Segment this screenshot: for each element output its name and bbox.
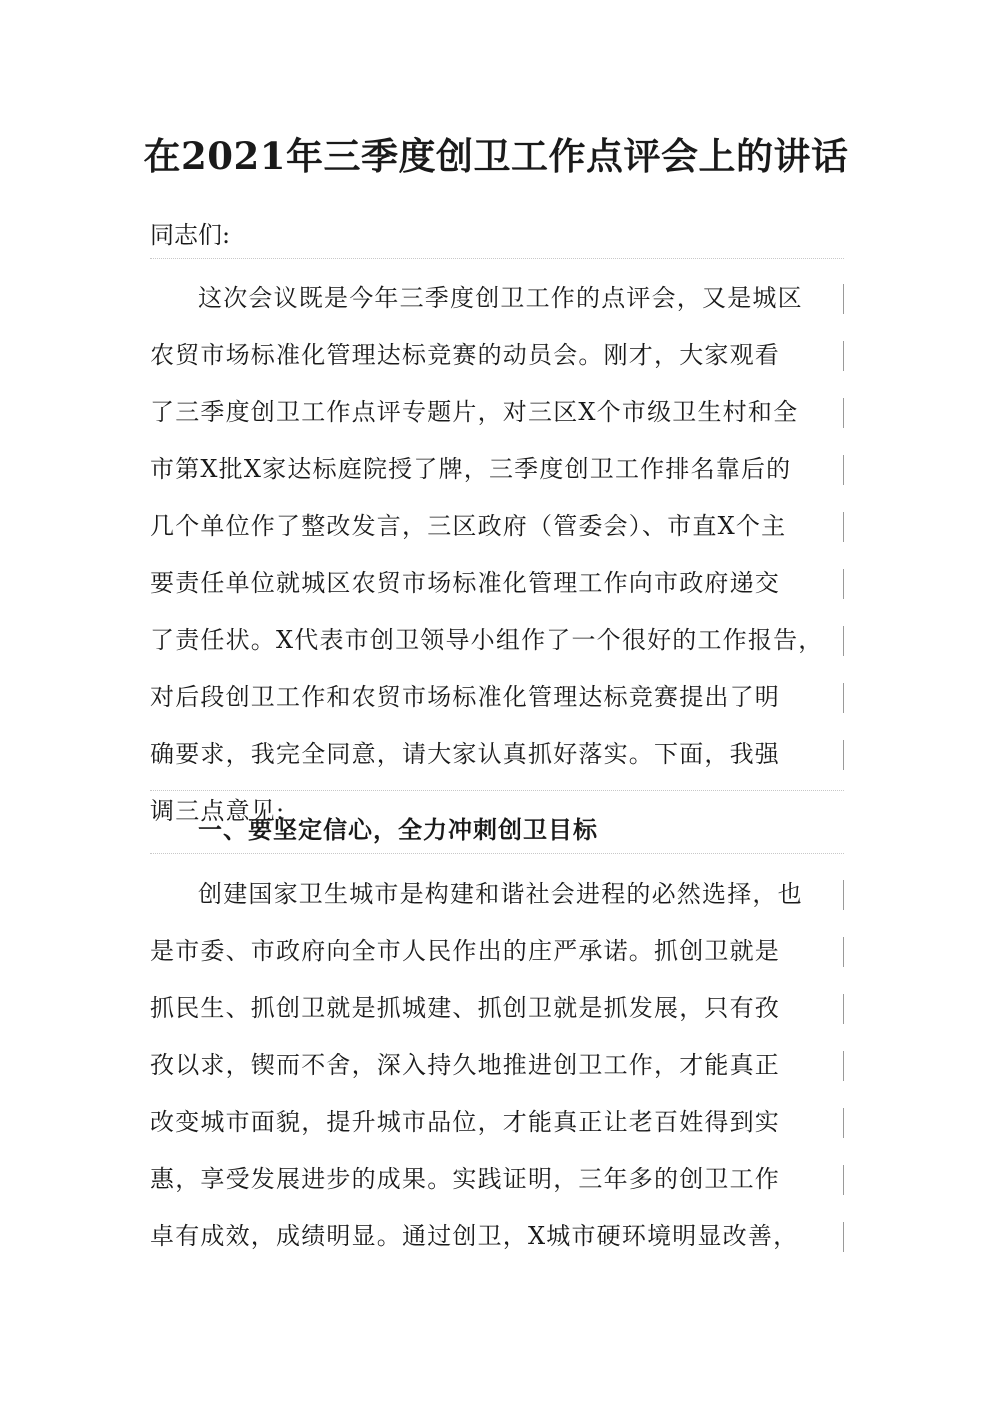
paragraph-1 [150, 270, 844, 840]
paragraph-line: 农贸市场标准化管理达标竞赛的动员会。刚才，大家观看 [150, 327, 844, 384]
document-title: 在2021年三季度创卫工作点评会上的讲话 [143, 134, 849, 178]
paragraph-line: 调三点意见: [150, 797, 286, 825]
paragraph-line: 是市委、市政府向全市人民作出的庄严承诺。抓创卫就是 [150, 923, 844, 980]
paragraph-line: 几个单位作了整改发言，三区政府（管委会）、市直X个主 [150, 498, 844, 555]
separator-line [150, 853, 844, 854]
paragraph-2 [150, 866, 844, 1265]
section-heading: 一、要坚定信心，全力冲刺创卫目标 [198, 815, 598, 844]
paragraph-line: 孜以求，锲而不舍，深入持久地推进创卫工作，才能真正 [150, 1037, 844, 1094]
paragraph-line: 要责任单位就城区农贸市场标准化管理工作向市政府递交 [150, 555, 844, 612]
paragraph-line: 抓民生、抓创卫就是抓城建、抓创卫就是抓发展，只有孜 [150, 980, 844, 1037]
paragraph-line: 对后段创卫工作和农贸市场标准化管理达标竞赛提出了明 [150, 669, 844, 726]
paragraph-line: 市第X批X家达标庭院授了牌，三季度创卫工作排名靠后的 [150, 441, 844, 498]
paragraph-line: 改变城市面貌，提升城市品位，才能真正让老百姓得到实 [150, 1094, 844, 1151]
paragraph-line: 卓有成效，成绩明显。通过创卫，X城市硬环境明显改善， [150, 1208, 844, 1265]
paragraph-line: 确要求，我完全同意，请大家认真抓好落实。下面，我强 [150, 726, 844, 783]
paragraph-line: 了三季度创卫工作点评专题片，对三区X个市级卫生村和全 [150, 384, 844, 441]
paragraph-line: 了责任状。X代表市创卫领导小组作了一个很好的工作报告， [150, 612, 844, 669]
separator-line [150, 258, 844, 259]
paragraph-line: 创建国家卫生城市是构建和谐社会进程的必然选择，也 [150, 866, 844, 923]
separator-line [150, 790, 844, 791]
salutation: 同志们: [150, 221, 231, 249]
paragraph-line: 惠，享受发展进步的成果。实践证明，三年多的创卫工作 [150, 1151, 844, 1208]
paragraph-line: 这次会议既是今年三季度创卫工作的点评会，又是城区 [150, 270, 844, 327]
